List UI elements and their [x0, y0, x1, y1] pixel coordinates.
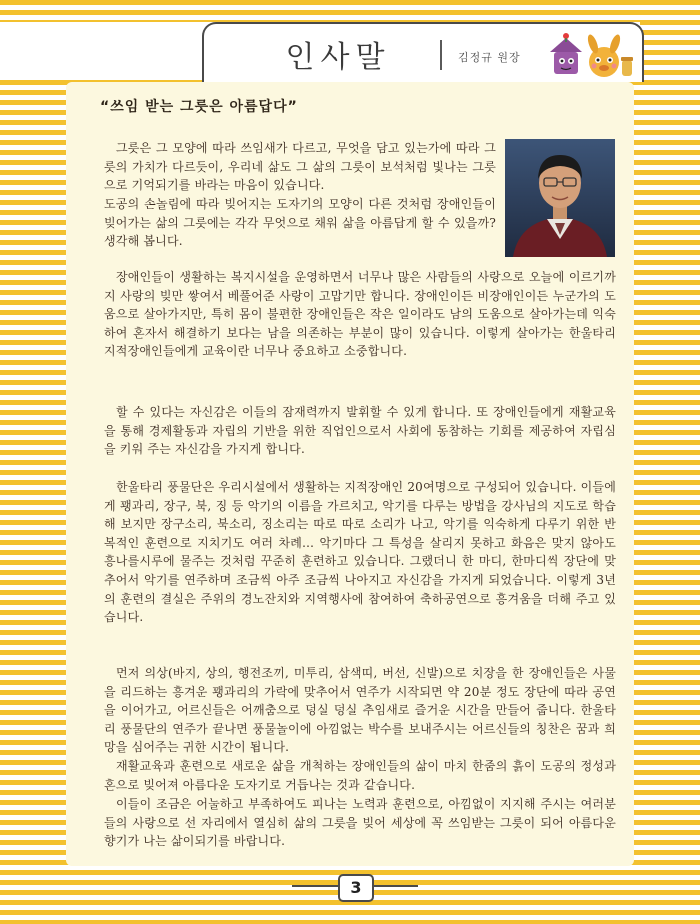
- paragraph-3: 장애인들이 생활하는 복지시설을 운영하면서 너무나 많은 사람들의 사랑으로 오늘에 이르기까지 사랑의 빚만 쌓여서 베풀어준 사랑이 고맙기만 합니다. 장애인이든 비장애인이든 누군가의 도움으로 살아가지만, 특히 몸이 불편한 장애인들은 작은 일이라도 남의 도움으로 살아가는데 익숙하여 혼자서 해결하기 보다는 남을 의존하는 부분이 많이 있습니다. 이렇게 살아가는 한울타리 지적장애인들에게 교육이란 너무나 중요하고 소중합니다.: [104, 270, 616, 359]
- page-number-rule-right: [372, 885, 418, 887]
- deer-mascot-icon: [586, 33, 622, 77]
- author-name: 김정규 원장: [458, 51, 521, 64]
- house-mascot-icon: [550, 33, 582, 74]
- director-photo: [505, 139, 615, 257]
- portrait-image: [505, 139, 615, 257]
- page-number-rule-left: [292, 885, 338, 887]
- paragraph-2: 도공의 손놀림에 따라 빚어지는 도자기의 모양이 다른 것처럼 장애인들이 빚어가는 삶의 그릇에는 각각 무엇으로 채워 삶을 아름답게 할 수 있을까? 생각해 봅니다.: [104, 197, 496, 249]
- mascot-illustration: [544, 30, 634, 82]
- article-heading: “쓰임 받는 그릇은 아름답다”: [100, 99, 298, 115]
- paragraph-4: 할 수 있다는 자신감은 이들의 잠재력까지 발휘할 수 있게 합니다. 또 장애인들에게 재활교육을 통해 경제활동과 자립의 기반을 위한 직업인으로서 사회에 동참하는 기회를 제공하여 자립심을 키워 주는 자신감을 가지게 합니다.: [104, 405, 616, 457]
- paragraph-1: 그릇은 그 모양에 따라 쓰임새가 다르고, 무엇을 담고 있는가에 따라 그릇의 가치가 다르듯이, 우리네 삶도 그 삶의 그릇이 보석처럼 빛나는 그릇으로 기억되기를 바라는 마음이 있습니다.: [104, 141, 496, 193]
- paragraph-7: 재활교육과 훈련으로 새로운 삶을 개척하는 장애인들의 삶이 마치 한줌의 흙이 도공의 정성과 혼으로 빚어져 아름다운 도자기로 거듭나는 것과 같습니다.: [104, 759, 616, 792]
- paragraph-6: 먼저 의상(바지, 상의, 행전조끼, 미투리, 삼색띠, 버선, 신발)으로 치장을 한 장애인들은 사물을 리드하는 흥겨운 꽹과리의 가락에 맞추어서 연주가 시작되면 약 20분 정도 장단에 따라 공연을 이어가고, 어르신들은 어깨춤으로 덩실 덩실 추임새로 즐거운 시간을 만들어 줍니다. 한울타리 풍물단의 연주가 끝나면 풍물놀이에 아낌없는 박수를 보내주시는 어르신들의 칭찬은 꿈과 희망을 심어주는 귀한 시간이 됩니다.: [104, 666, 616, 755]
- paragraph-5: 한울타리 풍물단은 우리시설에서 생활하는 지적장애인 20여명으로 구성되어 있습니다. 이들에게 꽹과리, 장구, 북, 징 등 악기의 이름을 가르치고, 악기를 다루는 방법을 강사님의 지도로 학습해 보지만 장구소리, 북소리, 징소리는 따로 따로 소리가 나고, 악기를 익숙하게 다루기 위한 반복적인 훈련으로 지치기도 여러 차례… 악기마다 그 특성을 살리지 못하고 화음은 맞지 않아도 흥나를시루에 물주는 것처럼 꾸준히 훈련하고 있습니다. 그랬더니 한 마디, 한마디씩 장단에 맞추어서 악기를 연주하며 조금씩 아주 조금씩 나아지고 자신감을 가지게 되었습니다. 이렇게 3년의 훈련의 결실은 주위의 경노잔치와 지역행사에 참여하여 축하공연으로 흥겨움을 더해 주고 있습니다.: [104, 480, 616, 625]
- page-title: 인사말: [285, 40, 391, 75]
- title-divider: [440, 40, 442, 70]
- page-number: 3: [338, 874, 374, 902]
- jar-icon: [621, 57, 633, 76]
- paragraph-8: 이들이 조금은 어눌하고 부족하여도 피나는 노력과 훈련으로, 아낌없이 지지해 주시는 여러분들의 사랑으로 선 자리에서 열심히 삶의 그릇을 빚어 세상에 꼭 쓰임받는 그릇이 되어 아름다운 향기가 나는 삶이되기를 바랍니다.: [104, 797, 616, 849]
